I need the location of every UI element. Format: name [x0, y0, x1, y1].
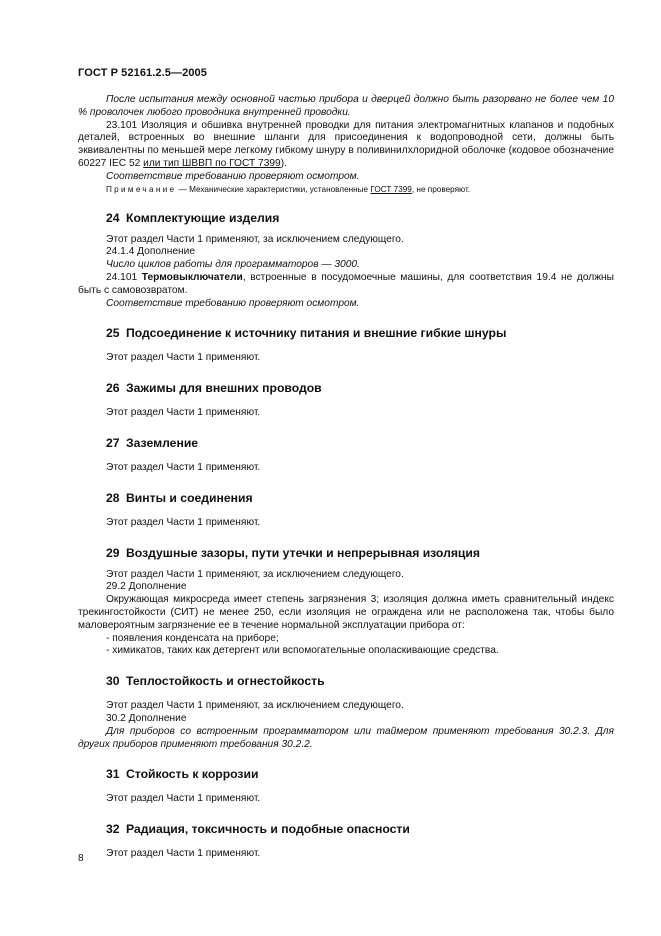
- section-32-heading: 32 Радиация, токсичность и подобные опасности: [106, 822, 410, 837]
- s24-p3: Число циклов работы для программаторов — 3000.: [106, 259, 360, 271]
- s30-p2: 30.2 Дополнение: [106, 712, 187, 724]
- section-26-heading: 26 Зажимы для внешних проводов: [106, 381, 322, 396]
- section-29-heading: 29 Воздушные зазоры, пути утечки и непрерывная изоляция: [106, 545, 481, 560]
- clause-23-101: 23.101 Изоляция и обшивка внутренней проводки для питания электромагнитных клапанов и подобных деталей, встроенных во внешние шланги для присоединения к водопроводной сети, должны быть эквивалентны по меньшей мере легкому гибкому шнуру в поливинилхлоридной оболочке (кодовое обозначение 60227 IEC 52 или тип ШВВП по ГОСТ 7399).: [78, 119, 614, 169]
- s29-list-item-1: - появления конденсата на приборе;: [106, 632, 279, 644]
- document-body: [78, 94, 614, 861]
- page-number: 8: [78, 853, 84, 864]
- note-label: Примечание: [106, 184, 177, 194]
- s29-list-item-2: - химикатов, таких как детергент или вспомогательные ополаскивающие средства.: [106, 645, 499, 657]
- s25-p1: Этот раздел Части 1 применяют.: [106, 352, 261, 364]
- s29-p1: Этот раздел Части 1 применяют, за исключением следующего.: [106, 568, 404, 580]
- section-31-heading: 31 Стойкость к коррозии: [106, 767, 259, 782]
- s31-p1: Этот раздел Части 1 применяют.: [106, 793, 261, 805]
- intro-compliance: Соответствие требованию проверяют осмотром.: [106, 170, 360, 182]
- section-28-heading: 28 Винты и соединения: [106, 490, 253, 505]
- section-27-heading: 27 Заземление: [106, 435, 199, 450]
- s26-p1: Этот раздел Части 1 применяют.: [106, 407, 261, 419]
- intro-paragraph-1: После испытания между основной частью прибора и дверцей должно быть разорвано не более чем 10 % проволочек любого проводника внутренней проводки.: [78, 94, 614, 118]
- gost-7399-link[interactable]: или тип ШВВП по ГОСТ 7399: [143, 157, 281, 169]
- section-24-heading: 24 Комплектующие изделия: [106, 210, 280, 225]
- s24-p1: Этот раздел Части 1 применяют, за исключением следующего.: [106, 233, 404, 245]
- s30-p1: Этот раздел Части 1 применяют, за исключением следующего.: [106, 700, 404, 712]
- s29-p2: 29.2 Дополнение: [106, 581, 187, 593]
- s27-p1: Этот раздел Части 1 применяют.: [106, 461, 261, 473]
- note: Примечание — Механические характеристики, установленные ГОСТ 7399, не проверяют.: [106, 184, 471, 194]
- s29-p3: Окружающая микросреда имеет степень загрязнения 3; изоляция должна иметь сравнительный индекс трекингостойкости (СИТ) не менее 250, если изоляция не ограждена или не расположена так, чтобы было маловероятным загрязнение ее в течение нормальной эксплуатации прибора от:: [78, 594, 614, 631]
- s24-p5: Соответствие требованию проверяют осмотром.: [106, 297, 360, 309]
- s30-p3: Для приборов со встроенным программатором или таймером применяют требования 30.2.3. Для других приборов применяют требования 30.2.2.: [78, 725, 614, 750]
- note-gost-link[interactable]: ГОСТ 7399: [370, 184, 412, 194]
- s24-p2: 24.1.4 Дополнение: [106, 246, 196, 258]
- s32-p1: Этот раздел Части 1 применяют.: [106, 848, 261, 860]
- section-25-heading: 25 Подсоединение к источнику питания и внешние гибкие шнуры: [106, 326, 507, 341]
- section-30-heading: 30 Теплостойкость и огнестойкость: [106, 674, 325, 689]
- document-header: ГОСТ Р 52161.2.5—2005: [78, 67, 207, 79]
- s28-p1: Этот раздел Части 1 применяют.: [106, 516, 261, 528]
- s24-p4: 24.101 Термовыключатели, встроенные в посудомоечные машины, для соответствия 19.4 не должны быть с самовозвратом.: [78, 271, 614, 296]
